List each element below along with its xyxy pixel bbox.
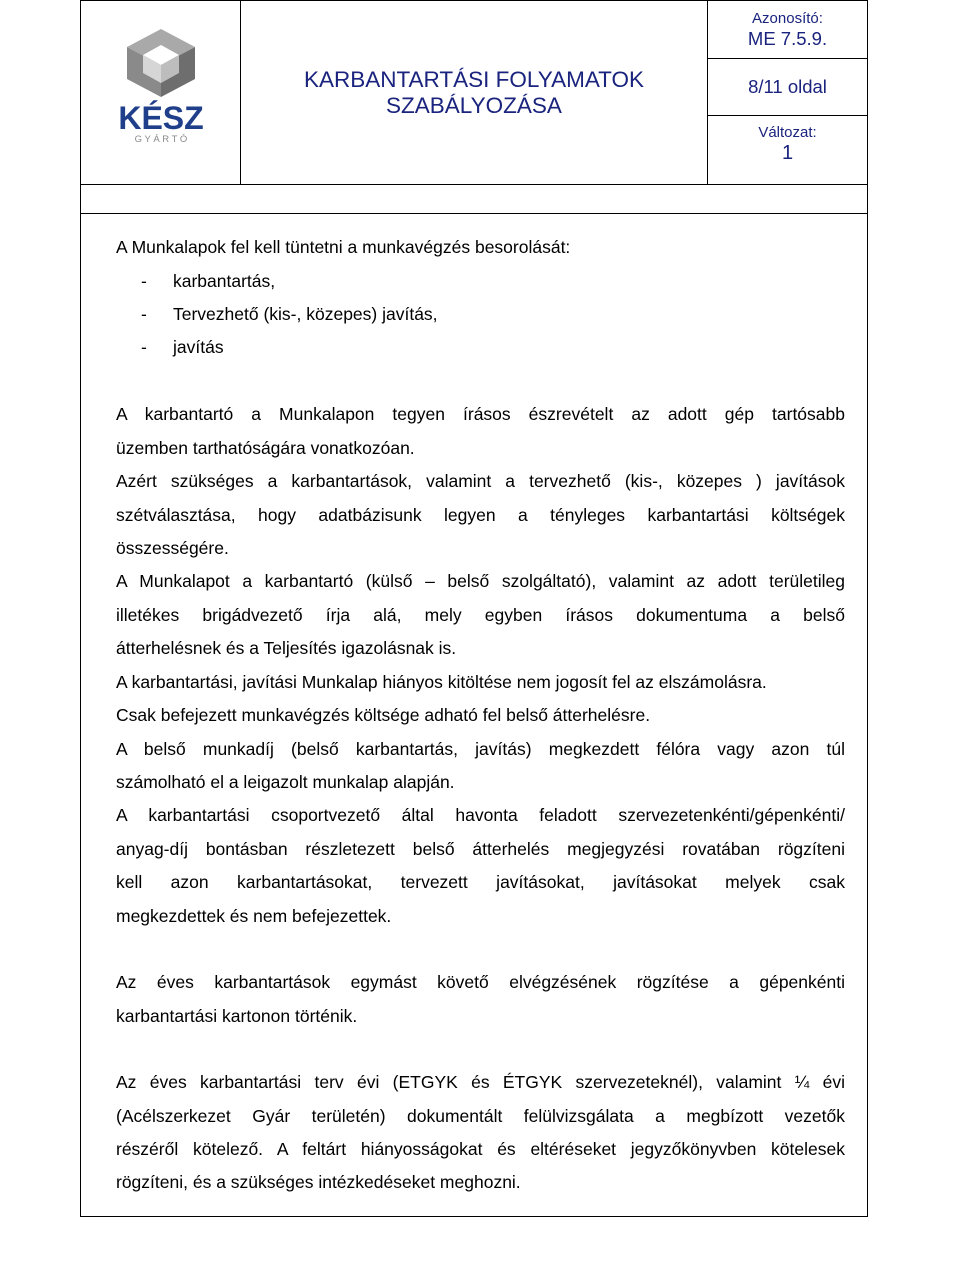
paragraph-line: üzemben tarthatóságára vonatkozóan. [116, 438, 415, 458]
title-cell [241, 1, 708, 184]
intro-text: A Munkalapok fel kell tüntetni a munkavégzés besorolását: [116, 237, 571, 257]
paragraph-line: rögzíteni, és a szükséges intézkedéseket meghozni. [116, 1172, 521, 1192]
paragraph-line: számolható el a leigazolt munkalap alapján. [116, 772, 455, 792]
paragraph-line: Az éves karbantartások egymást követő elvégzésének rögzítése a gépenkénti [116, 972, 845, 992]
paragraph-line: A Munkalapot a karbantartó (külső – belső szolgáltató), valamint az adott területileg [116, 571, 845, 591]
paragraph-line: A karbantartó a Munkalapon tegyen írásos észrevételt az adott gép tartósabb [116, 404, 845, 424]
identifier-value: ME 7.5.9. [747, 28, 828, 49]
paragraph-line: karbantartási kartonon történik. [116, 1006, 358, 1026]
logo-cell [81, 1, 241, 184]
header-empty-row [81, 184, 867, 214]
kesz-logo [81, 1, 241, 184]
paragraph-line: illetékes brigádvezető írja alá, mely egyben írásos dokumentuma a belső [116, 605, 845, 625]
title-line-2: SZABÁLYOZÁSA [386, 92, 562, 118]
paragraph-line: szétválasztása, hogy adatbázisunk legyen a tényleges karbantartási költségek [116, 505, 845, 525]
document-header [80, 0, 868, 214]
paragraph-line: Csak befejezett munkavégzés költsége adható fel belső átterhelésre. [116, 705, 651, 725]
bullet-item: - javítás [141, 337, 224, 357]
paragraph-line: összességére. [116, 538, 229, 558]
version-value: 1 [781, 142, 794, 164]
paragraph-line: részéről kötelező. A feltárt hiányosságokat és eltéréseket jegyzőkönyvben kötelesek [116, 1139, 845, 1159]
paragraph-line: Azért szükséges a karbantartások, valamint a tervezhető (kis-, közepes ) javítások [116, 471, 845, 491]
paragraph-line: megkezdettek és nem befejezettek. [116, 906, 392, 926]
paragraph-line: (Acélszerkezet Gyár területén) dokumentált felülvizsgálata a megbízott vezetők [116, 1106, 845, 1126]
title-line-1: KARBANTARTÁSI FOLYAMATOK [303, 66, 645, 92]
paragraph-line: kell azon karbantartásokat, tervezett javításokat, javításokat melyek csak [116, 872, 845, 892]
bullet-item: - karbantartás, [141, 271, 276, 291]
paragraph-line: A karbantartási csoportvezető által havonta feladott szervezetenkénti/gépenkénti/ [116, 805, 845, 825]
paragraph-line: A karbantartási, javítási Munkalap hiányos kitöltése nem jogosít fel az elszámolásra. [116, 672, 767, 692]
document-title [304, 67, 644, 119]
page-number: 8/11 oldal [708, 58, 867, 116]
logo-text: KÉSZ [118, 100, 204, 136]
version-block [708, 115, 867, 184]
version-label: Változat: [758, 124, 817, 141]
paragraph-line: A belső munkadíj (belső karbantartás, javítás) megkezdett félóra vagy azon túl [116, 739, 845, 759]
identifier-block [708, 1, 867, 59]
identifier-label: Azonosító: [752, 10, 823, 27]
logo-cube-icon [127, 29, 195, 97]
meta-cell [708, 1, 867, 184]
bullet-item: - Tervezhető (kis-, közepes) javítás, [141, 304, 438, 324]
paragraph-line: Az éves karbantartási terv évi (ETGYK és ÉTGYK szervezeteknél), valamint ¼ évi [116, 1072, 845, 1092]
logo-subtext: G Y Á R T Ó [134, 134, 188, 145]
paragraph-line: anyag-díj bontásban részletezett belső átterhelés megjegyzési rovatában rögzíteni [116, 839, 845, 859]
paragraph-line: átterhelésnek és a Teljesítés igazolásnak is. [116, 638, 457, 658]
